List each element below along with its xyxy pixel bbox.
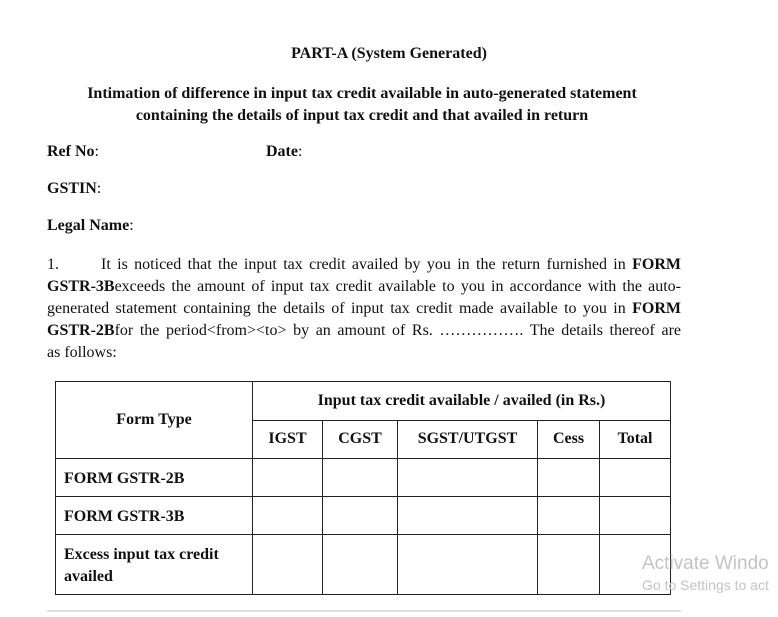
paragraph-l3-text: generated statement containing the details of input tax credit made available to you in <box>47 300 626 317</box>
row-label-excess: Excess input tax credit availed <box>56 535 253 595</box>
paragraph-number: 1. <box>47 256 59 273</box>
form-type-header: Form Type <box>56 382 253 459</box>
col-header-total: Total <box>600 420 671 459</box>
subtitle-line-2: containing the details of input tax credit and that availed in return <box>135 107 589 124</box>
cell-gstr-2b-total <box>600 459 671 497</box>
table-row <box>56 535 671 595</box>
cell-gstr-3b-cgst <box>323 497 398 535</box>
cell-gstr-3b-total <box>600 497 671 535</box>
page-bottom-divider <box>47 610 681 612</box>
row-label-gstr-2b: FORM GSTR-2B <box>56 459 253 497</box>
paragraph-l3-bold: FORM <box>632 300 682 317</box>
cell-gstr-2b-cess <box>538 459 600 497</box>
paragraph-l1-text: It is noticed that the input tax credit availed by you in the return furnished in <box>101 256 626 273</box>
gstin-label: GSTIN <box>47 180 97 197</box>
paragraph-l4-bold: GSTR-2B <box>47 322 115 339</box>
legal-name-field <box>47 217 134 235</box>
table-header-row-1 <box>56 382 671 421</box>
cell-gstr-3b-sgst <box>398 497 538 535</box>
itc-table <box>55 381 671 595</box>
cell-gstr-2b-igst <box>253 459 323 497</box>
row-label-gstr-3b: FORM GSTR-3B <box>56 497 253 535</box>
cell-excess-igst <box>253 535 323 595</box>
paragraph-1 <box>47 254 681 364</box>
paragraph-line-5: as follows: <box>47 344 117 361</box>
subtitle-line-1: Intimation of difference in input tax credit available in auto-generated statement <box>87 85 637 102</box>
paragraph-line-1 <box>47 254 681 276</box>
activate-windows-watermark: Activate Windo <box>642 553 769 574</box>
gstin-field <box>47 180 101 198</box>
activate-windows-settings-link[interactable]: Go to Settings to act <box>642 577 769 593</box>
paragraph-l4-text: for the period<from><to> by an amount of Rs. ……………. The details thereof are <box>114 322 681 339</box>
col-header-cess: Cess <box>538 420 600 459</box>
cell-gstr-2b-cgst <box>323 459 398 497</box>
date-label: Date <box>266 143 298 160</box>
group-header: Input tax credit available / availed (in Rs.) <box>253 382 671 421</box>
cell-gstr-3b-igst <box>253 497 323 535</box>
paragraph-line-4 <box>47 320 681 342</box>
table-row <box>56 459 671 497</box>
paragraph-line-3 <box>47 298 681 320</box>
ref-no-field <box>47 143 99 161</box>
document-subtitle <box>60 83 664 127</box>
paragraph-l1-bold: FORM <box>632 256 682 273</box>
ref-no-label: Ref No <box>47 143 95 160</box>
cell-excess-cgst <box>323 535 398 595</box>
legal-name-label: Legal Name <box>47 217 130 234</box>
cell-excess-cess <box>538 535 600 595</box>
col-header-cgst: CGST <box>323 420 398 459</box>
cell-gstr-2b-sgst <box>398 459 538 497</box>
date-field <box>266 143 302 161</box>
document-title: PART-A (System Generated) <box>291 45 487 62</box>
table-row <box>56 497 671 535</box>
ref-no-colon: : <box>94 143 99 160</box>
cell-excess-sgst <box>398 535 538 595</box>
cell-gstr-3b-cess <box>538 497 600 535</box>
col-header-igst: IGST <box>253 420 323 459</box>
col-header-sgst-utgst: SGST/UTGST <box>398 420 538 459</box>
paragraph-line-2 <box>47 276 681 298</box>
legal-name-colon: : <box>129 217 134 234</box>
paragraph-l2-text: exceeds the amount of input tax credit available to you in accordance with the auto- <box>114 278 681 295</box>
gstin-colon: : <box>96 180 102 197</box>
date-colon: : <box>297 143 303 160</box>
paragraph-l2-bold: GSTR-3B <box>47 278 115 295</box>
